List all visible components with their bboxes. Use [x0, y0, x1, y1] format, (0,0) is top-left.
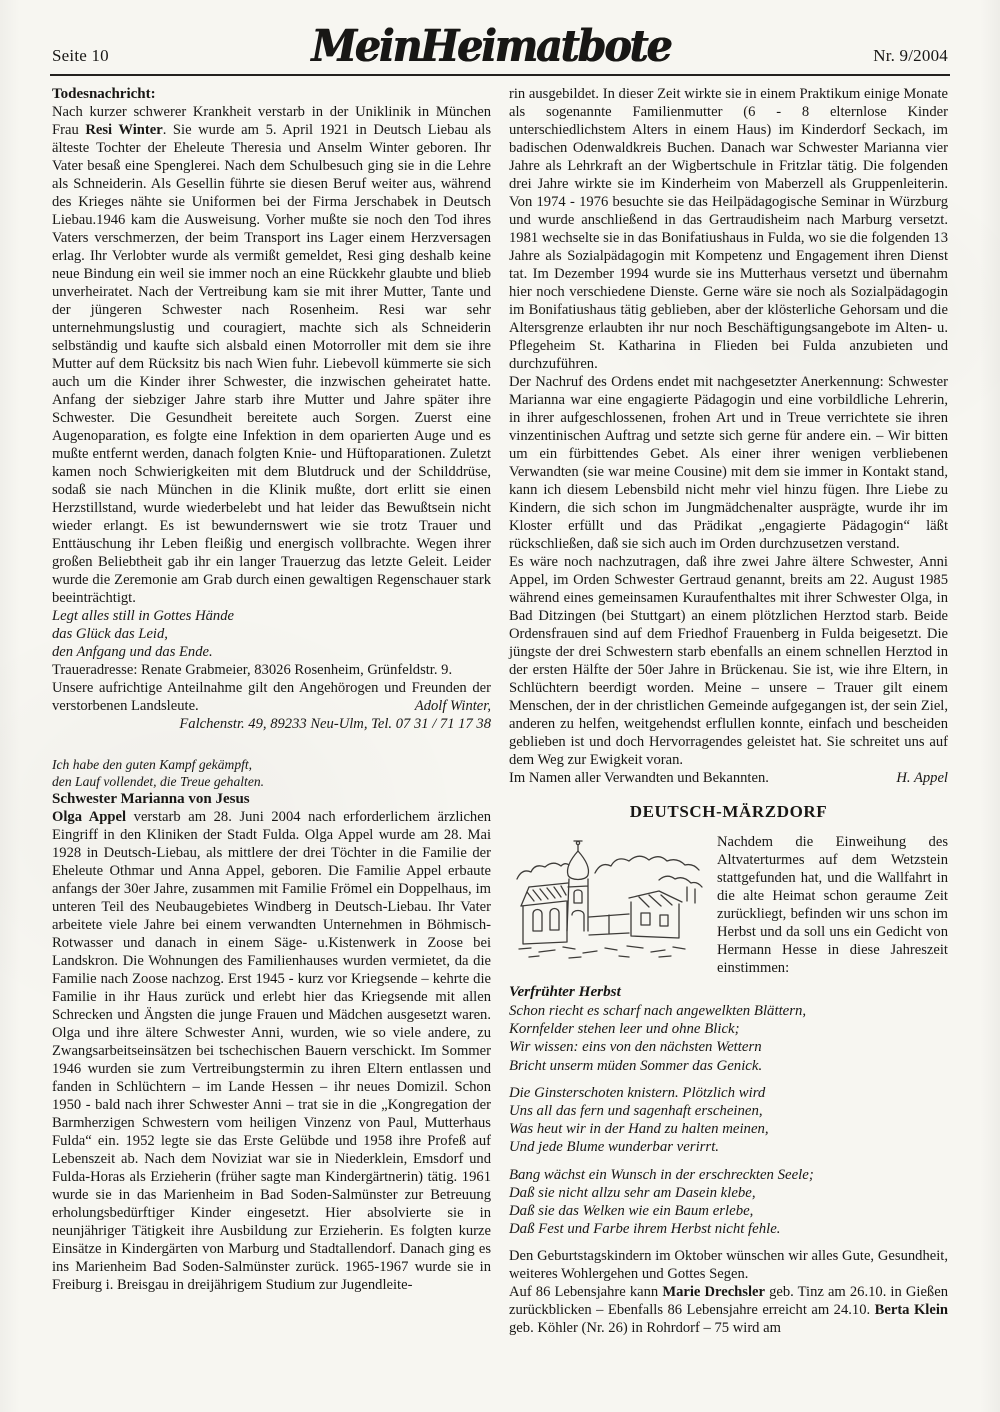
poem-line: Die Ginsterschoten knistern. Plötzlich wird [509, 1084, 766, 1101]
poem-line: Schon riecht es scharf nach angewelkten Blättern, [509, 1003, 807, 1019]
closing-text: Im Namen aller Verwandten und Bekannten. [509, 770, 769, 786]
verse-line: Legt alles still in Gottes Hände [52, 608, 235, 624]
poem-line: Kornfelder stehen leer und ohne Blick; [509, 1021, 740, 1038]
epigraph-line: den Lauf vollendet, die Treue gehalten. [52, 773, 265, 789]
obituary2-continuation: rin ausgebildet. In dieser Zeit wirkte sie in einem Praktikum einige Monate als sogenannte Familienmutter (6 - 8 elternlose Kinder unterschiedlichstem Alters in einem Haus) im Kinderdorf Seckach, im badischen Odenwaldkreis Buchen. Danach war Schwester Marianna vier Jahre als Lehrkraft an der Wigbertschule in Fritzlar tätig. Die folgenden drei Jahre wirkte sie im Kinderheim von Maberzell als Gruppenleiterin. Von 1974 - 1976 besuchte sie das Heilpädagogische Seminar in Würzburg und wurde anschließend in das Gertraudisheim nach Marburg versetzt. 1981 wechselte sie in das Bonifatiushaus in Fulda, wo sie die folgenden 13 Jahre als Sozialpädagogin mit Kompetenz und Engagement ihren Dienst tat. Im Dezember 1994 wurde sie ins Mutterhaus versetzt und übernahm hier noch verschiedene Dienste. Gerne wäre sie noch als Sozialpädagogin im Bonifatiushaus tätig geblieben, aber der klösterliche Gehorsam und die Altersgrenze erlaubten ihr nur noch Beschäftigungsangebote im Alten- u. Pflegeheim St. Katharina in Flieden bei Fulda anzubieten und durchzuführen. [509, 86, 948, 372]
verse-line: das Glück das Leid, [52, 626, 168, 642]
condolence-paragraph [52, 679, 491, 715]
obituary-heading: Todesnachricht: [52, 86, 156, 102]
birthday-text: geb. Tinz am 26.10. in Gießen zurückblicken – Ebenfalls 86 Lebensjahre erreicht am 24.10. [509, 1284, 949, 1319]
obituary2-paragraph [52, 808, 491, 1294]
poem-line: Daß Fest und Farbe ihrem Herbst nicht fehle. [509, 1221, 781, 1238]
condolence-text: Unsere aufrichtige Anteilnahme gilt den Angehörogen und Freunden der verstorbenen Landsleute. [52, 680, 491, 714]
obituary-text: Nach kurzer schwerer Krankheit verstarb in der Uniklinik in München Frau [52, 104, 491, 138]
signature-name: H. Appel [896, 770, 948, 786]
deceased-name: Olga Appel [52, 809, 127, 825]
closing-line [509, 769, 948, 787]
poem-line: Daß sie nicht allzu sehr am Dasein klebe, [509, 1184, 756, 1201]
page-header [0, 0, 1000, 74]
birthday-text: geb. Köhler (Nr. 26) in Rohrdorf – 75 wird am [509, 1320, 781, 1337]
masthead-logo: MeinHeimatbote [311, 20, 671, 72]
poem-stanza [509, 1002, 948, 1075]
birthday-name: Berta Klein [874, 1302, 948, 1319]
birthday-name: Marie Drechsler [662, 1284, 765, 1301]
poem-line: Uns all das fern und sagenhaft erscheinen, [509, 1103, 763, 1120]
mourning-address: Traueradresse: Renate Grabmeier, 83026 Rosenheim, Grünfeldstr. 9. [52, 662, 453, 678]
poem-line: Daß sie das Welken wie ein Baum erlebe, [509, 1203, 754, 1220]
poem-stanza [509, 1084, 948, 1157]
verse-line: den Anfgang und das Ende. [52, 644, 213, 660]
poem-line: Bricht unserm müden Sommer das Genick. [509, 1057, 763, 1074]
church-sketch-svg [509, 835, 709, 967]
church-sketch [509, 835, 709, 967]
left-column [52, 85, 491, 1337]
village-intro-block [509, 833, 948, 977]
right-column [509, 85, 948, 1337]
order-eulogy-paragraph: Der Nachruf des Ordens endet mit nachgesetzter Anerkennung: Schwester Marianna war eine engagierte Pädagogin und eine vorbildliche Lehrerin, in ihrer aufgeschlossenen, frohen Art und in Treue verrichtete sie ihren vinzentinischen Auftrag und setzte sich gerne für andere ein. – Wir bitten um ein fürbittendes Gebet. Als einer ihrer wenigen verbliebenen Verwandten (sie war meine Cousine) mit dem sie immer in Kontakt stand, kann ich diesem Lebensbild nicht mehr viel hinzu fügen. Ihre Liebe zu Kindern, die sich schon im Jungmädchenalter ausprägte, wurde ihr im Kloster erfüllt und das Prädikat „engagierte Pädagogin“ läßt rückschließen, daß sie sich auch im Orden durchzusetzen verstand. [509, 374, 948, 552]
poem-stanza [509, 1166, 948, 1239]
obituary2-heading: Schwester Marianna von Jesus [52, 791, 250, 807]
obituary-text: . Sie wurde am 5. April 1921 in Deutsch Liebau als älteste Tochter der Eheleute Theresia und Anselm Winter geboren. Ihr Vater besaß eine Spenglerei. Nach dem Schulbesuch ging sie in die Lehre als Schneiderin. Als Gesellin führte sie diesen Beruf weiter aus, während des Krieges nähte sie Uniformen bei der Firma Jerschabek in Deutsch Liebau.1946 kam die Ausweisung. Vorher mußte sie noch den Tod ihres Vaters verschmerzen, der beim Transport ins Lager einem Herzversagen erlag. Ihr Verlobter wurde als vermißt gemeldet, Resi ging deshalb keine neue Bindung ein weil sie immer noch an eine Rückkehr glaubte und blieb unverheiratet. Nach der Vertreibung kam sie mit ihrer Mutter, Tante und der jüngeren Schwester nach Rosenheim. Resi war sehr unternehmungslustig und couragiert, machte sich als Schneiderin selbständig und kaufte sich alsbald einen Motorroller mit dem sie ihre Mutter auf dem Rücksitz bis nach Wien fuhr. Liebevoll kümmerte sie sich auch um die Kinder ihrer Schwester, die inzwischen geheiratet hatte. Anfang der siebziger Jahre starb ihre Mutter und Jahre später ihre Schwester. Die Gesundheit bereitete auch Sorgen. Zuerst eine Augenoparation, es folgte eine Infektion in dem oparierten Auge und es mußte entfernt werden, danach folgten Knie- und Hüftoparationen. Zuletzt kamen noch Schwierigkeiten mit dem Blutdruck und der Schilddrüse, sodaß sie nach München in die Klinik mußte, dort erlitt sie einen Herzstillstand, wurde wiederbelebt und hat leider das Bewußtsein nicht wieder erlangt. Es ist bewundernswert wie sie trotz Trauer und Enttäuschung ihr Leben fleißig und energisch vollbrachte. Wegen ihrer großen Beliebtheit gab ihr ein langer Trauerzug das letzte Geleit. Leider wurde die Zeremonie am Grab durch einen gewaltigen Regenschauer stark beeinträchtigt. [52, 122, 491, 606]
hesse-poem [509, 983, 948, 1238]
obituary-paragraph [52, 103, 491, 607]
obituary2-text: verstarb am 28. Juni 2004 nach erforderlichem ärzlichen Eingriff in den Kliniken der Stadt Fulda. Olga Appel wurde am 28. Mai 1928 in Deutsch-Liebau, als mittlere der drei Töchter in die Familie der Eheleute Othmar und Anna Appel, geboren. Die Familie Appel erbaute anfangs der 30er Jahre, zusammen mit Familie Frömel ein Doppelhaus, im unteren Teil des Neubaugebietes Windberg in Deutsch-Liebau. Ihr Vater arbeitete viele Jahre bei einem verwandten Unternehmen in Böhmisch-Rotwasser und danach in einem Säge- u.Kistenwerk in Zoose bei Landskron. Die Wohnungen des Familienhauses wurden vermietet, da die Familie nach Zoose nachzog. Erst 1945 - kurz vor Kriegsende – kehrte die Familie in ihr Haus zurück und erlebt hier das Kriegsende mit allen Schrecken und Ängsten die junge Frauen und Mädchen ausgesetzt waren. Olga und ihre ältere Schwester Anni, wurden, wie so viele andere, zu Zwangsarbeitseinsätzen bei tschechischen Bauern verschickt. Im Sommer 1946 wurden sie zum Vertreibungstermin zu ihren Eltern entlassen und fanden in Schlüchtern – im Lande Hessen – ihr neues Domizil. Schon 1950 - bald nach ihrer Schwester Anni – trat sie in die „Kongregation der Barmherzigen Schwestern vom heiligen Vinzenz von Paul, Mutterhaus Fulda“ ein. 1952 legte sie das Erste Gelübde und 1958 ihre Profeß auf Lebenszeit ab. Nach dem Noviziat war sie in Niederklein, Emsdorf und Fulda-Horas als Erzieherin (früher sagte man Kindergärtnerin) tätig. 1961 wurde sie in das Marienheim in Bad Soden-Salmünster zur Betreuung erholungsbedürftiger Kinder eingesetzt. Hier absolvierte sie in neunjähriger Tätigkeit ihre Ausbildung zur Erzieherin. Es folgten kurze Einsätze in Kindergärten von Marburg und Stadtallendorf. Danach ging es ins Marienheim Bad Soden-Salmünster zurück. 1965-1967 wurde sie in Freiburg i. Breisgau in dreijährigem Studium zur Jugendleite- [52, 809, 491, 1293]
birthday-wishes-paragraph: Den Geburtstagskindern im Oktober wünschen wir alles Gute, Gesundheit, weiteres Wohlergehen und Gottes Segen. [509, 1248, 948, 1283]
birthday-list-paragraph [509, 1283, 948, 1337]
section-title: DEUTSCH-MÄRZDORF [629, 802, 828, 821]
scripture-epigraph [52, 757, 491, 790]
intro-paragraph: Nachdem die Einweihung des Altvaterturmes auf dem Wetzstein stattgefunden hat, und die Wallfahrt in die alte Heimat schon geraume Zeit zurückliegt, befinden wir uns schon im Herbst und da soll uns ein Gedicht von Hermann Hesse in diese Jahreszeit einstimmen: [717, 834, 948, 976]
page-number: Seite 10 [52, 46, 109, 65]
poem-line: Und jede Blume wunderbar verirrt. [509, 1139, 720, 1156]
poem-line: Wir wissen: eins von den nächsten Wettern [509, 1039, 762, 1056]
addendum-paragraph: Es wäre noch nachzutragen, daß ihre zwei Jahre ältere Schwester, Anni Appel, im Orden Schwester Gertraud genannt, breits am 22. August 1985 während eines gemeinsamen Kuraufenthaltes mit ihrer Schwester Olga, in Bad Ditzingen (bei Stuttgart) an einem plötzlichen Herztod starb. Beide Ordensfrauen sind auf dem Friedhof Frauenberg in Fulda beigesetzt. Die jüngste der drei Schwestern starb ebenfalls an einem schnellen Herztod in der ersten Hälfte der 50er Jahre in Brückenau. Sie ist, wie ihre Eltern, in Schlüchtern beerdigt worden. Meine – unsere – Trauer gilt einem Menschen, der in der christlichen Gemeinde aufgegangen ist, der sein Ziel, anderen zu helfen, weitgehendst erflullen konnte, einfach und bescheiden geblieben ist und doch Hervorragendes geleistet hat. Sie schreitet uns auf dem Weg zur Ewigkeit voran. [509, 554, 948, 768]
signature-name: Adolf Winter, [414, 698, 491, 714]
poem-line: Was heut wir in der Hand zu halten meinen, [509, 1121, 769, 1138]
birthday-text: Auf 86 Lebensjahre kann [509, 1284, 663, 1301]
article-columns [0, 76, 1000, 1337]
memorial-verse [52, 607, 491, 661]
issue-number: Nr. 9/2004 [873, 46, 948, 65]
poem-title: Verfrühter Herbst [509, 983, 621, 1000]
deceased-name: Resi Winter [85, 122, 163, 138]
poem-line: Bang wächst ein Wunsch in der erschreckten Seele; [509, 1166, 814, 1183]
signature-address: Falchenstr. 49, 89233 Neu-Ulm, Tel. 07 31 / 71 17 38 [179, 716, 491, 732]
epigraph-line: Ich habe den guten Kampf gekämpft, [52, 757, 253, 772]
